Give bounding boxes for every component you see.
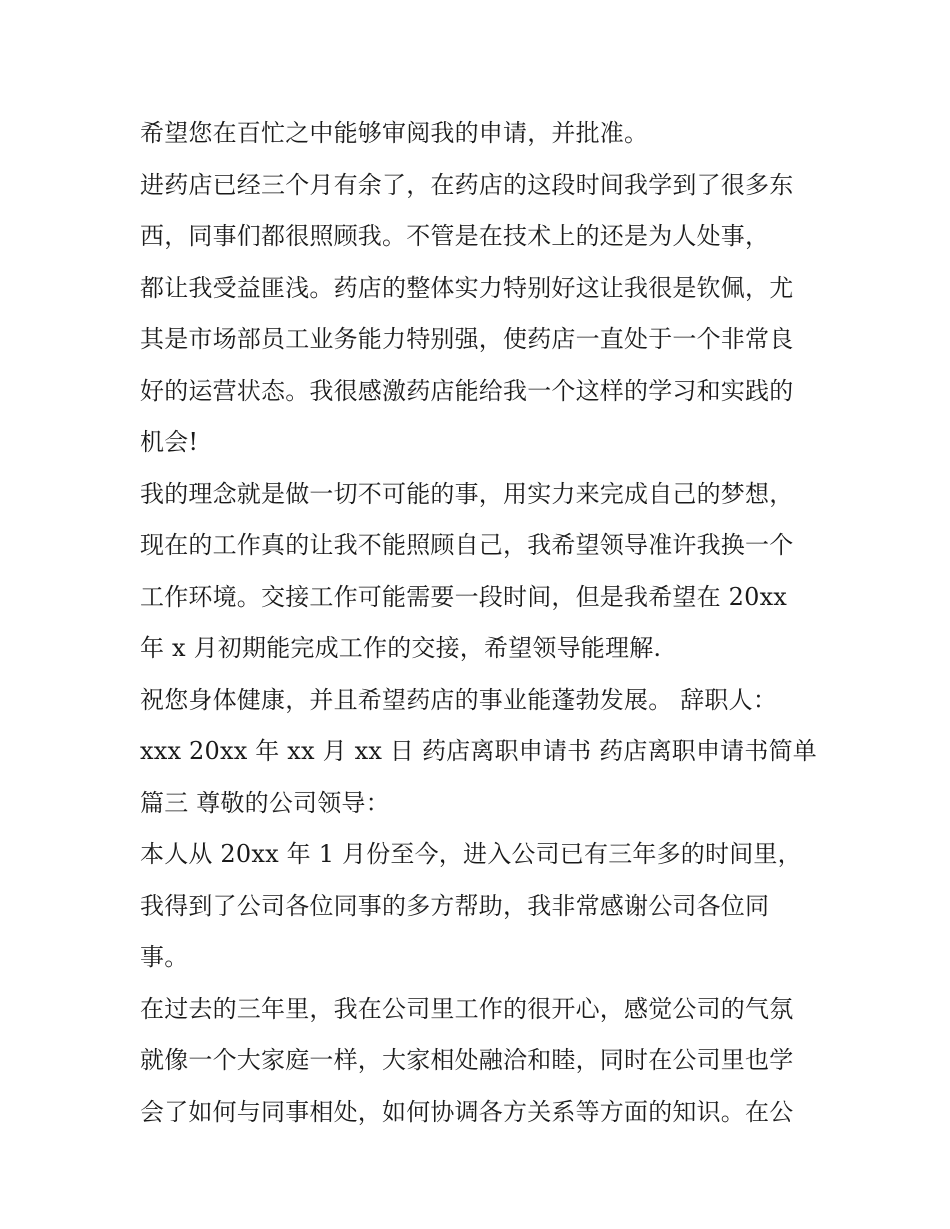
text-line: 篇三 尊敬的公司领导： bbox=[140, 788, 390, 817]
text-line: 都让我受益匪浅。药店的整体实力特别好这让我很是钦佩，尤 bbox=[140, 273, 794, 302]
text-line: 祝您身体健康，并且希望药店的事业能蓬勃发展。 辞职人： bbox=[140, 685, 778, 714]
text-line: 我的理念就是做一切不可能的事，用实力来完成自己的梦想， bbox=[140, 479, 794, 508]
text-line: 西，同事们都很照顾我。不管是在技术上的还是为人处事， bbox=[140, 222, 770, 250]
text-line: xxx 20xx 年 xx 月 xx 日 药店离职申请书 药店离职申请书简单 bbox=[140, 737, 817, 765]
text-line: 事。 bbox=[140, 943, 189, 971]
text-line: 希望您在百忙之中能够审阅我的申请，并批准。 bbox=[140, 119, 649, 147]
text-line: 年 x 月初期能完成工作的交接，希望领导能理解. bbox=[140, 634, 662, 662]
text-line: 会了如何与同事相处，如何协调各方关系等方面的知识。在公 bbox=[140, 1097, 794, 1126]
text-line: 好的运营状态。我很感激药店能给我一个这样的学习和实践的 bbox=[140, 376, 794, 405]
text-line: 进药店已经三个月有余了，在药店的这段时间我学到了很多东 bbox=[140, 170, 794, 199]
text-line: 工作环境。交接工作可能需要一段时间，但是我希望在 20xx bbox=[140, 582, 788, 611]
text-line: 机会! bbox=[140, 428, 199, 456]
text-line: 就像一个大家庭一样，大家相处融洽和睦，同时在公司里也学 bbox=[140, 1046, 794, 1074]
text-line: 我得到了公司各位同事的多方帮助，我非常感谢公司各位同 bbox=[140, 891, 770, 920]
text-line: 其是市场部员工业务能力特别强，使药店一直处于一个非常良 bbox=[140, 325, 794, 353]
text-line: 本人从 20xx 年 1 月份至今，进入公司已有三年多的时间里， bbox=[140, 840, 802, 868]
document-body bbox=[140, 108, 820, 1138]
text-line: 在过去的三年里，我在公司里工作的很开心，感觉公司的气氛 bbox=[140, 994, 794, 1023]
text-line: 现在的工作真的让我不能照顾自己，我希望领导准许我换一个 bbox=[140, 531, 794, 559]
